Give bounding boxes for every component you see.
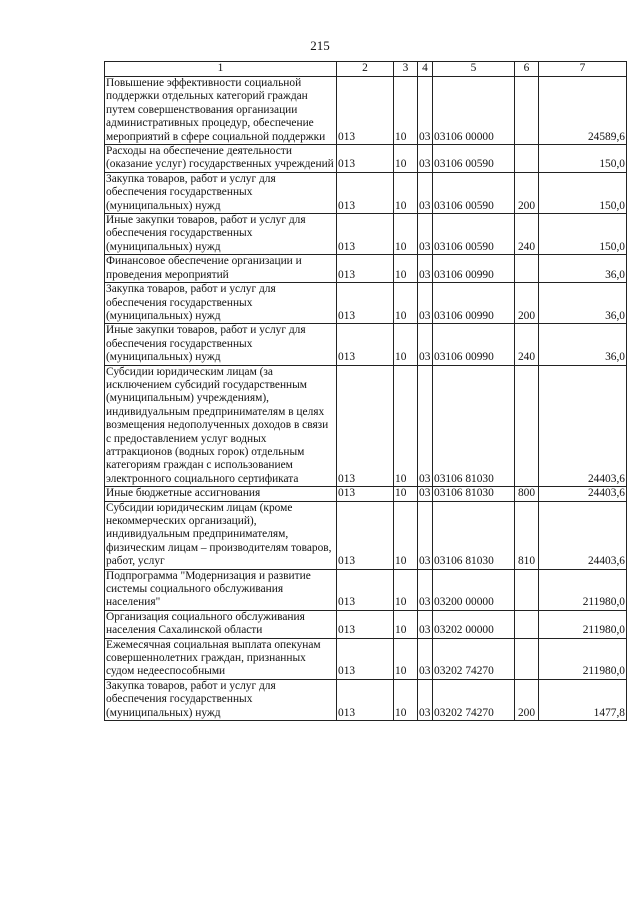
section-code-cell: 10 [394, 638, 418, 679]
subsection-code-cell: 03 [418, 172, 433, 213]
header-cell: 6 [515, 62, 539, 77]
amount-cell: 211980,0 [539, 610, 627, 638]
expense-type-cell [515, 77, 539, 145]
header-cell: 1 [105, 62, 337, 77]
section-code-cell: 10 [394, 214, 418, 255]
section-code-cell: 10 [394, 172, 418, 213]
amount-cell: 24403,6 [539, 365, 627, 487]
amount-cell: 150,0 [539, 214, 627, 255]
table-row [105, 324, 627, 365]
target-article-cell: 03106 00990 [433, 283, 515, 324]
header-cell: 2 [337, 62, 394, 77]
target-article-cell: 03106 00590 [433, 214, 515, 255]
header-cell: 7 [539, 62, 627, 77]
row-name-cell: Повышение эффективности социальной поддержки отдельных категорий граждан путем совершенствования организации административных процедур, обеспечение мероприятий в сфере социальной поддержки [105, 77, 337, 145]
page-number: 215 [310, 38, 330, 53]
expense-type-cell [515, 145, 539, 173]
ministry-code-cell: 013 [337, 214, 394, 255]
section-code-cell: 10 [394, 487, 418, 501]
table-row [105, 172, 627, 213]
table-row [105, 569, 627, 610]
row-name-cell: Ежемесячная социальная выплата опекунам совершеннолетних граждан, признанных судом недееспособными [105, 638, 337, 679]
section-code-cell: 10 [394, 569, 418, 610]
ministry-code-cell: 013 [337, 324, 394, 365]
subsection-code-cell: 03 [418, 610, 433, 638]
row-name-cell: Иные закупки товаров, работ и услуг для обеспечения государственных (муниципальных) нужд [105, 324, 337, 365]
section-code-cell: 10 [394, 283, 418, 324]
expense-type-cell: 240 [515, 324, 539, 365]
row-name-cell: Финансовое обеспечение организации и проведения мероприятий [105, 255, 337, 283]
header-cell: 4 [418, 62, 433, 77]
expense-type-cell [515, 638, 539, 679]
table-row [105, 487, 627, 501]
amount-cell: 36,0 [539, 283, 627, 324]
subsection-code-cell: 03 [418, 324, 433, 365]
table-row [105, 365, 627, 487]
amount-cell: 36,0 [539, 324, 627, 365]
expense-type-cell: 810 [515, 501, 539, 569]
expense-type-cell [515, 365, 539, 487]
section-code-cell: 10 [394, 365, 418, 487]
row-name-cell: Иные закупки товаров, работ и услуг для обеспечения государственных (муниципальных) нужд [105, 214, 337, 255]
amount-cell: 24403,6 [539, 501, 627, 569]
amount-cell: 211980,0 [539, 569, 627, 610]
ministry-code-cell: 013 [337, 638, 394, 679]
ministry-code-cell: 013 [337, 145, 394, 173]
section-code-cell: 10 [394, 501, 418, 569]
table-row [105, 679, 627, 720]
subsection-code-cell: 03 [418, 501, 433, 569]
table-row [105, 77, 627, 145]
ministry-code-cell: 013 [337, 365, 394, 487]
amount-cell: 1477,8 [539, 679, 627, 720]
amount-cell: 150,0 [539, 172, 627, 213]
row-name-cell: Субсидии юридическим лицам (кроме некоммерческих организаций), индивидуальным предпринимателям, физическим лицам – производителям товаров, работ, услуг [105, 501, 337, 569]
amount-cell: 24589,6 [539, 77, 627, 145]
subsection-code-cell: 03 [418, 214, 433, 255]
target-article-cell: 03106 00590 [433, 145, 515, 173]
section-code-cell: 10 [394, 324, 418, 365]
target-article-cell: 03106 00000 [433, 77, 515, 145]
target-article-cell: 03106 00590 [433, 172, 515, 213]
row-name-cell: Закупка товаров, работ и услуг для обеспечения государственных (муниципальных) нужд [105, 283, 337, 324]
subsection-code-cell: 03 [418, 569, 433, 610]
subsection-code-cell: 03 [418, 487, 433, 501]
table-row [105, 610, 627, 638]
expense-type-cell: 200 [515, 172, 539, 213]
subsection-code-cell: 03 [418, 77, 433, 145]
section-code-cell: 10 [394, 145, 418, 173]
subsection-code-cell: 03 [418, 255, 433, 283]
target-article-cell: 03202 74270 [433, 638, 515, 679]
expense-type-cell: 240 [515, 214, 539, 255]
subsection-code-cell: 03 [418, 283, 433, 324]
section-code-cell: 10 [394, 610, 418, 638]
section-code-cell: 10 [394, 679, 418, 720]
section-code-cell: 10 [394, 77, 418, 145]
target-article-cell: 03106 81030 [433, 487, 515, 501]
amount-cell: 24403,6 [539, 487, 627, 501]
table-row [105, 145, 627, 173]
expense-type-cell [515, 569, 539, 610]
subsection-code-cell: 03 [418, 638, 433, 679]
expense-type-cell: 200 [515, 283, 539, 324]
ministry-code-cell: 013 [337, 77, 394, 145]
row-name-cell: Закупка товаров, работ и услуг для обеспечения государственных (муниципальных) нужд [105, 172, 337, 213]
expense-type-cell [515, 610, 539, 638]
target-article-cell: 03106 81030 [433, 365, 515, 487]
row-name-cell: Закупка товаров, работ и услуг для обеспечения государственных (муниципальных) нужд [105, 679, 337, 720]
amount-cell: 211980,0 [539, 638, 627, 679]
row-name-cell: Иные бюджетные ассигнования [105, 487, 337, 501]
ministry-code-cell: 013 [337, 569, 394, 610]
amount-cell: 150,0 [539, 145, 627, 173]
target-article-cell: 03200 00000 [433, 569, 515, 610]
header-cell: 3 [394, 62, 418, 77]
budget-table [104, 61, 627, 721]
ministry-code-cell: 013 [337, 610, 394, 638]
table-row [105, 501, 627, 569]
expense-type-cell [515, 255, 539, 283]
target-article-cell: 03106 00990 [433, 324, 515, 365]
row-name-cell: Расходы на обеспечение деятельности (оказание услуг) государственных учреждений [105, 145, 337, 173]
subsection-code-cell: 03 [418, 679, 433, 720]
row-name-cell: Субсидии юридическим лицам (за исключением субсидий государственным (муниципальным) учреждениям), индивидуальным предпринимателям в целях возмещения недополученных доходов в связи с предоставлением услуг водных аттракционов (водных горок) отдельным категориям граждан с использованием электронного социального сертификата [105, 365, 337, 487]
ministry-code-cell: 013 [337, 255, 394, 283]
header-cell: 5 [433, 62, 515, 77]
ministry-code-cell: 013 [337, 172, 394, 213]
row-name-cell: Подпрограмма "Модернизация и развитие системы социального обслуживания населения" [105, 569, 337, 610]
row-name-cell: Организация социального обслуживания населения Сахалинской области [105, 610, 337, 638]
amount-cell: 36,0 [539, 255, 627, 283]
target-article-cell: 03202 74270 [433, 679, 515, 720]
section-code-cell: 10 [394, 255, 418, 283]
target-article-cell: 03106 00990 [433, 255, 515, 283]
expense-type-cell: 800 [515, 487, 539, 501]
ministry-code-cell: 013 [337, 501, 394, 569]
expense-type-cell: 200 [515, 679, 539, 720]
table-row [105, 214, 627, 255]
table-row [105, 255, 627, 283]
subsection-code-cell: 03 [418, 365, 433, 487]
ministry-code-cell: 013 [337, 283, 394, 324]
ministry-code-cell: 013 [337, 487, 394, 501]
target-article-cell: 03202 00000 [433, 610, 515, 638]
ministry-code-cell: 013 [337, 679, 394, 720]
subsection-code-cell: 03 [418, 145, 433, 173]
table-row [105, 283, 627, 324]
table-row [105, 638, 627, 679]
target-article-cell: 03106 81030 [433, 501, 515, 569]
header-row [105, 62, 627, 77]
